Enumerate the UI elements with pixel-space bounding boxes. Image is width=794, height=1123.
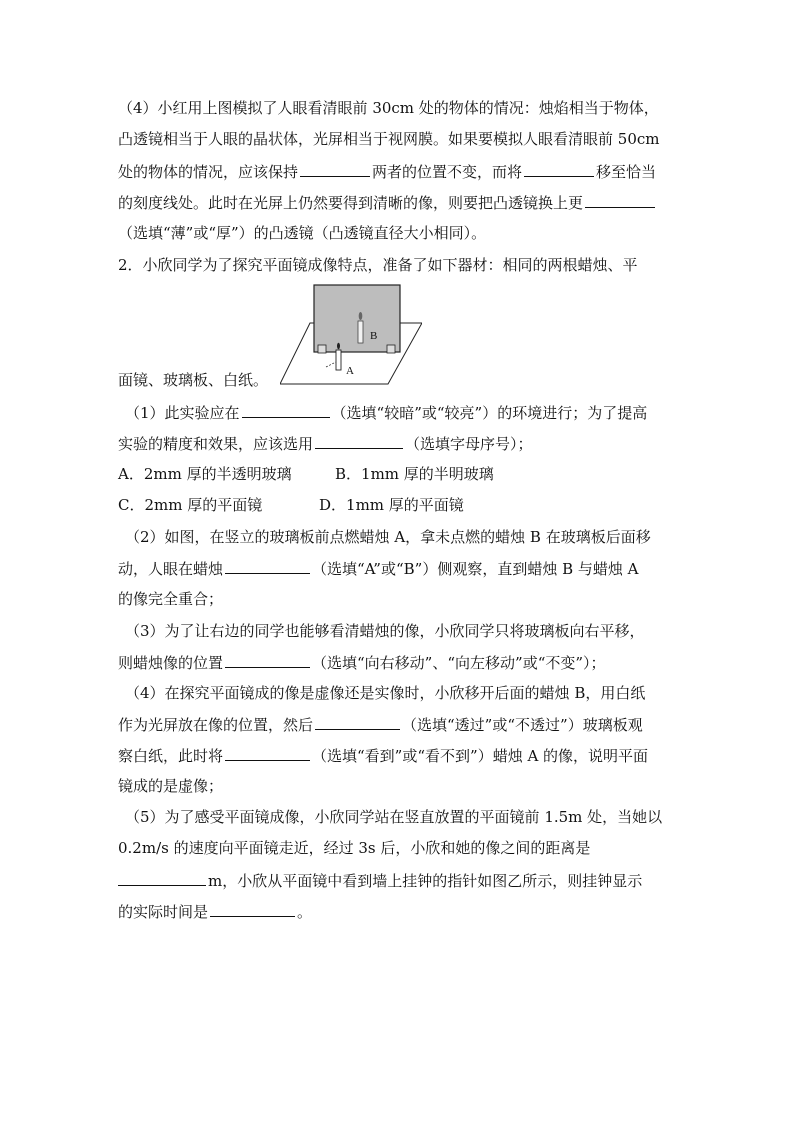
q2-part5-line3 [118, 870, 642, 891]
text-segment: （1）此实验应在 [125, 404, 240, 422]
option-a: A．2mm 厚的半透明玻璃 [118, 465, 292, 483]
option-d: D．1mm 厚的平面镜 [319, 496, 464, 514]
text-segment: 察白纸，此时将 [118, 747, 224, 765]
answer-blank[interactable] [225, 652, 310, 668]
text-segment: m，小欣从平面镜中看到墙上挂钟的指针如图乙所示，则挂钟显示 [208, 872, 643, 890]
q1-part4-line4 [118, 192, 657, 213]
text-segment: （选填字母序号）； [405, 435, 533, 453]
answer-blank[interactable] [242, 402, 330, 418]
text-segment: 作为光屏放在像的位置，然后 [118, 716, 314, 734]
text-segment: （选填“较暗”或“较亮”）的环境进行；为了提高 [331, 404, 648, 422]
q1-part4-line3 [118, 161, 656, 182]
answer-blank[interactable] [315, 714, 400, 730]
text-segment: （选填“A”或“B”）侧观察，直到蜡烛 B 与蜡烛 A [312, 560, 639, 578]
text-segment: （选填“看到”或“看不到”）蜡烛 A 的像，说明平面 [312, 747, 649, 765]
text-segment: （选填“向右移动”、“向左移动”或“不变”）； [312, 654, 606, 672]
text-segment: 移至恰当 [596, 163, 657, 181]
answer-blank[interactable] [300, 161, 370, 177]
q1-part4-line2: 凸透镜相当于人眼的晶状体，光屏相当于视网膜。如果要模拟人眼看清眼前 50cm [118, 130, 660, 148]
answer-blank[interactable] [210, 901, 295, 917]
q2-part5-line1: （5）为了感受平面镜成像，小欣同学站在竖直放置的平面镜前 1.5m 处，当她以 [125, 808, 663, 826]
answer-blank[interactable] [225, 745, 310, 761]
q2-part5-line2: 0.2m/s 的速度向平面镜走近，经过 3s 后，小欣和她的像之间的距离是 [118, 839, 591, 857]
answer-blank[interactable] [225, 558, 310, 574]
q2-part3-line1: （3）为了让右边的同学也能够看清蜡烛的像，小欣同学只将玻璃板向右平移， [125, 622, 645, 640]
q2-part5-line4 [118, 901, 312, 922]
candle-b-label: B [370, 330, 378, 342]
answer-blank[interactable] [585, 192, 655, 208]
option-c: C．2mm 厚的平面镜 [118, 496, 263, 514]
q2-part3-line2 [118, 652, 606, 673]
q2-part1-line2 [118, 433, 533, 454]
answer-blank[interactable] [524, 161, 594, 177]
text-segment: 的刻度线处。此时在光屏上仍然要得到清晰的像，则要把凸透镜换上更 [118, 194, 584, 212]
q2-part2-line2 [118, 558, 639, 579]
q2-part4-line3 [118, 745, 648, 766]
text-segment: 。 [297, 903, 313, 921]
text-segment: 实验的精度和效果，应该选用 [118, 435, 314, 453]
q2-intro: 2．小欣同学为了探究平面镜成像特点，准备了如下器材：相同的两根蜡烛、平 [118, 256, 638, 274]
q2-part2-line3: 的像完全重合； [118, 590, 224, 608]
text-segment: （选填“透过”或“不透过”）玻璃板观 [402, 716, 643, 734]
q2-part4-line4: 镜成的是虚像； [118, 777, 224, 795]
q1-part4-line5: （选填“薄”或“厚”）的凸透镜（凸透镜直径大小相同）。 [118, 224, 487, 242]
q2-intro-cont: 面镜、玻璃板、白纸。 [118, 371, 269, 389]
answer-blank[interactable] [118, 870, 206, 886]
q1-part4-line1: （4）小红用上图模拟了人眼看清眼前 30cm 处的物体的情况：烛焰相当于物体， [118, 99, 659, 117]
text-segment: 两者的位置不变，而将 [372, 163, 523, 181]
q2-part4-line2 [118, 714, 643, 735]
mirror-experiment-figure [280, 283, 422, 385]
candle-a-label: A [346, 365, 354, 377]
answer-blank[interactable] [315, 433, 403, 449]
q2-part4-line1: （4）在探究平面镜成的像是虚像还是实像时，小欣移开后面的蜡烛 B，用白纸 [125, 684, 646, 702]
text-segment: 则蜡烛像的位置 [118, 654, 224, 672]
q2-part2-line1: （2）如图，在竖立的玻璃板前点燃蜡烛 A，拿未点燃的蜡烛 B 在玻璃板后面移 [125, 528, 651, 546]
q2-part1-line1 [125, 402, 647, 423]
option-b: B．1mm 厚的半明玻璃 [335, 465, 494, 483]
text-segment: 的实际时间是 [118, 903, 209, 921]
text-segment: 处的物体的情况，应该保持 [118, 163, 299, 181]
text-segment: 动，人眼在蜡烛 [118, 560, 224, 578]
